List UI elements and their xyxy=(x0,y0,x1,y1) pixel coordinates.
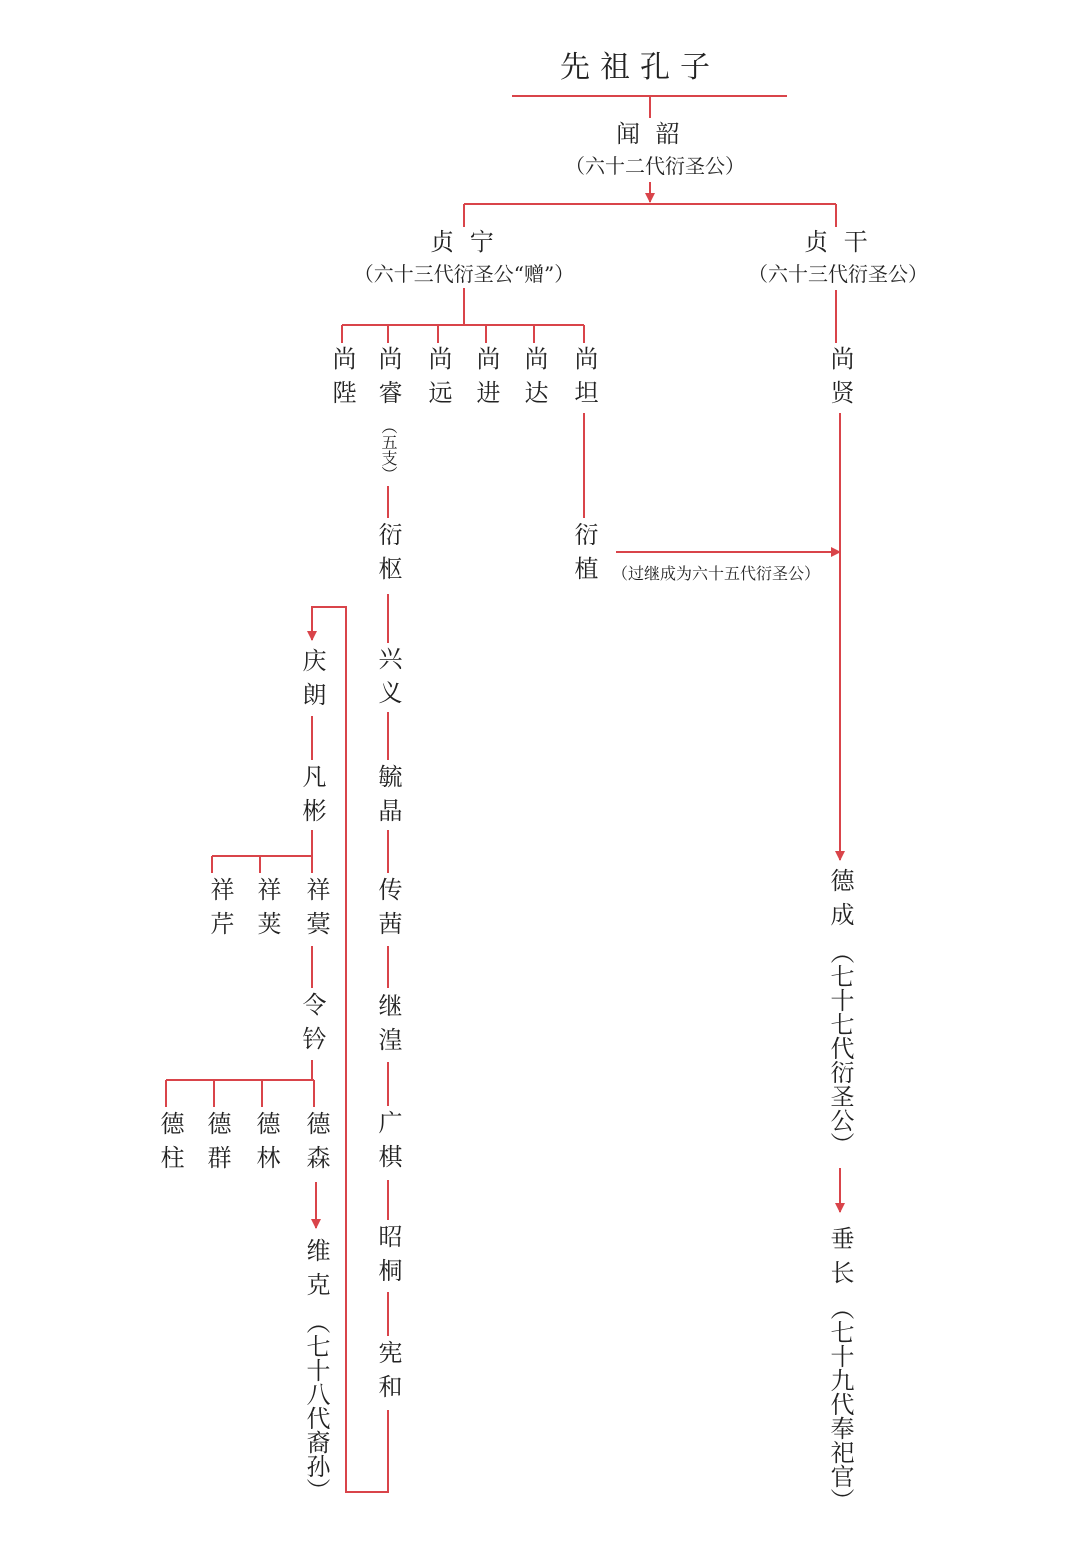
shang-bi: 尚陛 xyxy=(328,346,356,414)
shang-rui: 尚睿 xyxy=(374,346,402,414)
shang-jin: 尚进 xyxy=(472,346,500,414)
xing-yi: 兴义 xyxy=(374,646,402,714)
wen-shao-name: 闻 韶 xyxy=(616,120,684,148)
guang-qi: 广棋 xyxy=(374,1110,402,1178)
xiang-mo: 祥蓂 xyxy=(302,877,330,945)
shang-tan: 尚坦 xyxy=(570,346,598,414)
chui-chang-note: （七十九代奉祀官） xyxy=(826,1296,854,1512)
de-cheng-note: （七十七代衍圣公） xyxy=(826,940,854,1156)
de-sen: 德森 xyxy=(302,1111,330,1179)
wen-shao-note: （六十二代衍圣公） xyxy=(565,154,745,178)
qing-lang: 庆朗 xyxy=(298,648,326,716)
zhao-tong: 昭桐 xyxy=(374,1224,402,1292)
de-zhu: 德柱 xyxy=(156,1111,184,1179)
wei-ke-note: （七十八代裔孙） xyxy=(302,1310,330,1502)
xiang-jia: 祥荚 xyxy=(253,877,281,945)
zhen-ning-name: 贞 宁 xyxy=(430,228,498,256)
shang-xian: 尚贤 xyxy=(826,346,854,414)
zhen-gan-note: （六十三代衍圣公） xyxy=(748,262,928,286)
chui-chang: 垂长 xyxy=(826,1226,854,1294)
de-lin: 德林 xyxy=(252,1111,280,1179)
zhen-gan-name: 贞 干 xyxy=(804,228,872,256)
adoption-note: （过继成为六十五代衍圣公） xyxy=(612,564,821,583)
de-cheng: 德成 xyxy=(826,868,854,936)
yu-jing: 毓晶 xyxy=(374,764,402,832)
wei-ke: 维克 xyxy=(302,1238,330,1306)
yan-zhi: 衍植 xyxy=(570,522,598,590)
fan-bin: 凡彬 xyxy=(298,764,326,832)
yan-shu: 衍枢 xyxy=(374,522,402,590)
ling-ling: 令钤 xyxy=(298,992,326,1060)
ji-huang: 继湟 xyxy=(374,993,402,1061)
chuan-xi: 传茜 xyxy=(374,877,402,945)
de-qun: 德群 xyxy=(203,1111,231,1179)
xiang-qin: 祥芹 xyxy=(206,877,234,945)
xian-he: 宪和 xyxy=(374,1340,402,1408)
shang-yuan: 尚远 xyxy=(424,346,452,414)
shang-da: 尚达 xyxy=(520,346,548,414)
shang-rui-note: （五支） xyxy=(379,418,398,482)
zhen-ning-note: （六十三代衍圣公“赠”） xyxy=(353,262,575,286)
root-ancestor: 先祖孔子 xyxy=(560,50,720,85)
